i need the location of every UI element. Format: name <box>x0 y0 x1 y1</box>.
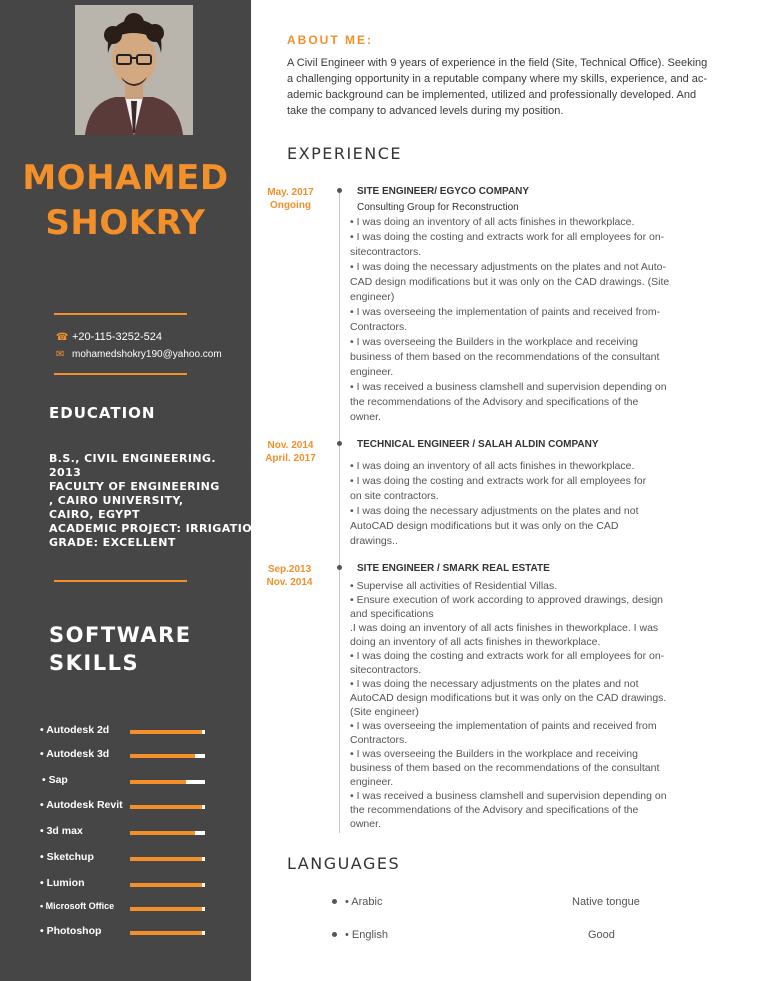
skill-bar-fill <box>130 730 202 734</box>
job-line: sitecontractors. <box>350 664 422 676</box>
job-line: • I was received a business clamshell and supervision depending on <box>350 790 667 802</box>
skill-row <box>0 724 251 738</box>
software-title-line: SOFTWARE <box>49 623 192 647</box>
about-line: ademic background can be implemented, utilized and professionally developed. And <box>287 89 697 101</box>
job-line: • Ensure execution of work according to approved drawings, design <box>350 594 664 606</box>
job-line: • I was doing the costing and extracts work for all employees for on- <box>350 231 665 243</box>
mail-icon: ✉ <box>56 349 65 360</box>
education-line: B.S., CIVIL ENGINEERING. <box>49 452 216 465</box>
education-line: 2013 <box>49 466 82 479</box>
job-line: AutoCAD design modifications but it was only on the CAD drawings. <box>350 692 667 704</box>
education-line: CAIRO, EGYPT <box>49 508 140 521</box>
experience-timeline <box>339 188 340 833</box>
job-description <box>350 459 646 549</box>
skill-name: • Microsoft Office <box>40 901 115 911</box>
sidebar <box>0 0 267 981</box>
job-line: • I was doing the necessary adjustments on the plates and not Auto- <box>350 261 666 273</box>
job-line: • I was overseeing the Builders in the workplace and receiving <box>350 748 638 760</box>
skill-row <box>0 877 251 891</box>
skill-bar <box>130 831 205 835</box>
education-details <box>49 452 266 550</box>
skill-bar-fill <box>130 857 202 861</box>
skill-bar-fill <box>130 831 195 835</box>
job-title: SITE ENGINEER/ EGYCO COMPANY <box>357 186 530 197</box>
timeline-dot <box>337 441 342 446</box>
divider <box>54 580 187 582</box>
skill-name: • Autodesk 3d <box>40 748 110 760</box>
skill-bar-fill <box>130 805 202 809</box>
job-date-start: Sep.2013 <box>267 564 312 575</box>
job-title: TECHNICAL ENGINEER / SALAH ALDIN COMPANY <box>357 439 599 450</box>
education-line: GRADE: EXCELLENT <box>49 536 176 549</box>
education-line: , CAIRO UNIVERSITY, <box>49 494 184 507</box>
job-description <box>350 579 667 831</box>
phone-text: +20-115-3252-524 <box>72 331 163 343</box>
job-line: .I was doing an inventory of all acts finishes in theworkplace. I was <box>350 622 659 634</box>
profile-photo <box>75 5 193 135</box>
job-line: business of them based on the recommendations of the consultant <box>350 351 660 363</box>
skill-name: • Sketchup <box>40 851 94 863</box>
language-dot <box>332 932 337 937</box>
job-line: Contractors. <box>350 734 408 746</box>
job-line: engineer. <box>350 366 394 378</box>
language-name: • English <box>345 929 388 941</box>
job-line: Contractors. <box>350 321 408 333</box>
language-level: Good <box>588 929 615 941</box>
skill-row <box>0 925 251 939</box>
job-line: • I was received a business clamshell and supervision depending on <box>350 381 667 393</box>
timeline-dot <box>337 565 342 570</box>
job-date-start: Nov. 2014 <box>267 440 314 451</box>
skill-name: • Autodesk Revit <box>40 799 123 811</box>
language-level: Native tongue <box>572 896 640 908</box>
education-line: FACULTY OF ENGINEERING <box>49 480 220 493</box>
contact-phone <box>56 331 162 343</box>
job-date-end: Ongoing <box>269 200 312 211</box>
job-line: the recommendations of the Advisory and specifications of the <box>350 396 639 408</box>
skill-name: • Photoshop <box>40 925 102 937</box>
job-line: business of them based on the recommendations of the consultant <box>350 762 660 774</box>
about-line: take the company to advanced levels during my position. <box>287 105 564 117</box>
skill-row <box>0 851 251 865</box>
skill-bar <box>130 805 205 809</box>
skill-name: • 3d max <box>40 825 83 837</box>
skill-bar <box>130 780 205 784</box>
divider <box>54 313 187 315</box>
skill-bar <box>130 730 205 734</box>
job-date <box>253 439 328 465</box>
job-line: engineer. <box>350 776 394 788</box>
job-line: CAD design modifications but it was only on the CAD drawings. (Site <box>350 276 670 288</box>
job-line: owner. <box>350 818 381 830</box>
job-line: • I was doing an inventory of all acts finishes in theworkplace. <box>350 216 635 228</box>
job-line: (Site engineer) <box>350 706 419 718</box>
job-line: • I was overseeing the implementation of paints and received from- <box>350 306 661 318</box>
skill-row <box>0 901 251 915</box>
skill-bar-fill <box>130 754 195 758</box>
skill-row <box>0 748 251 762</box>
skill-bar <box>130 857 205 861</box>
profile-photo-image <box>75 5 193 135</box>
about-line: a challenging opportunity in a reputable company where my skills, experience, and ac- <box>287 73 708 85</box>
about-text <box>287 55 727 119</box>
skill-row <box>0 825 251 839</box>
skill-bar <box>130 907 205 911</box>
job-line: doing an inventory of all acts finishes in theworkplace. <box>350 636 601 648</box>
education-title: EDUCATION <box>49 404 156 422</box>
skill-name: • Sap <box>42 774 68 786</box>
job-line: • I was doing the costing and extracts work for all employees for <box>350 475 647 487</box>
job-line: drawings.. <box>350 535 398 547</box>
job-date-end: April. 2017 <box>265 453 316 464</box>
contact-email <box>56 349 222 360</box>
job-line: • I was overseeing the implementation of paints and received from <box>350 720 657 732</box>
divider <box>54 373 187 375</box>
about-heading: ABOUT ME: <box>287 33 373 47</box>
job-title: SITE ENGINEER / SMARK REAL ESTATE <box>357 563 550 574</box>
job-line: owner. <box>350 411 381 423</box>
job-subtitle: Consulting Group for Reconstruction <box>357 202 519 213</box>
job-date <box>252 563 327 589</box>
job-line: on site contractors. <box>350 490 439 502</box>
email-text: mohamedshokry190@yahoo.com <box>72 349 222 360</box>
job-date <box>253 186 328 212</box>
phone-icon: ☎ <box>56 331 69 343</box>
language-name: • Arabic <box>345 896 383 908</box>
skill-name: • Lumion <box>40 877 85 889</box>
about-line: A Civil Engineer with 9 years of experience in the field (Site, Technical Office). Seeking <box>287 57 708 69</box>
job-line: AutoCAD design modifications but it was only on the CAD <box>350 520 619 532</box>
job-date-end: Nov. 2014 <box>266 577 313 588</box>
software-title-line: SKILLS <box>49 651 140 675</box>
language-dot <box>332 899 337 904</box>
skill-row <box>0 799 251 813</box>
job-date-start: May. 2017 <box>267 187 314 198</box>
job-line: • I was doing the costing and extracts work for all employees for on- <box>350 650 665 662</box>
skill-bar <box>130 883 205 887</box>
job-line: the recommendations of the Advisory and specifications of the <box>350 804 639 816</box>
job-description <box>350 215 669 425</box>
skill-bar <box>130 754 205 758</box>
last-name: SHOKRY <box>45 203 206 243</box>
skill-bar-fill <box>130 931 202 935</box>
job-line: and specifications <box>350 608 434 620</box>
job-line: • I was doing the necessary adjustments on the plates and not <box>350 678 639 690</box>
skill-bar-fill <box>130 780 186 784</box>
software-skills-title <box>49 621 192 677</box>
skill-bar <box>130 931 205 935</box>
job-line: engineer) <box>350 291 395 303</box>
languages-heading: LANGUAGES <box>287 854 401 873</box>
job-line: • I was doing an inventory of all acts finishes in theworkplace. <box>350 460 635 472</box>
skill-name: • Autodesk 2d <box>40 724 110 736</box>
skill-row <box>0 774 251 788</box>
skill-bar-fill <box>130 907 202 911</box>
job-line: sitecontractors. <box>350 246 422 258</box>
skill-bar-fill <box>130 883 202 887</box>
job-line: • I was doing the necessary adjustments on the plates and not <box>350 505 639 517</box>
education-line: ACADEMIC PROJECT: IRRIGATION. <box>49 522 267 535</box>
first-name: MOHAMED <box>22 158 229 198</box>
job-line: • I was overseeing the Builders in the workplace and receiving <box>350 336 638 348</box>
timeline-dot <box>337 188 342 193</box>
experience-heading: EXPERIENCE <box>287 144 403 163</box>
job-line: • Supervise all activities of Residential Villas. <box>350 580 558 592</box>
